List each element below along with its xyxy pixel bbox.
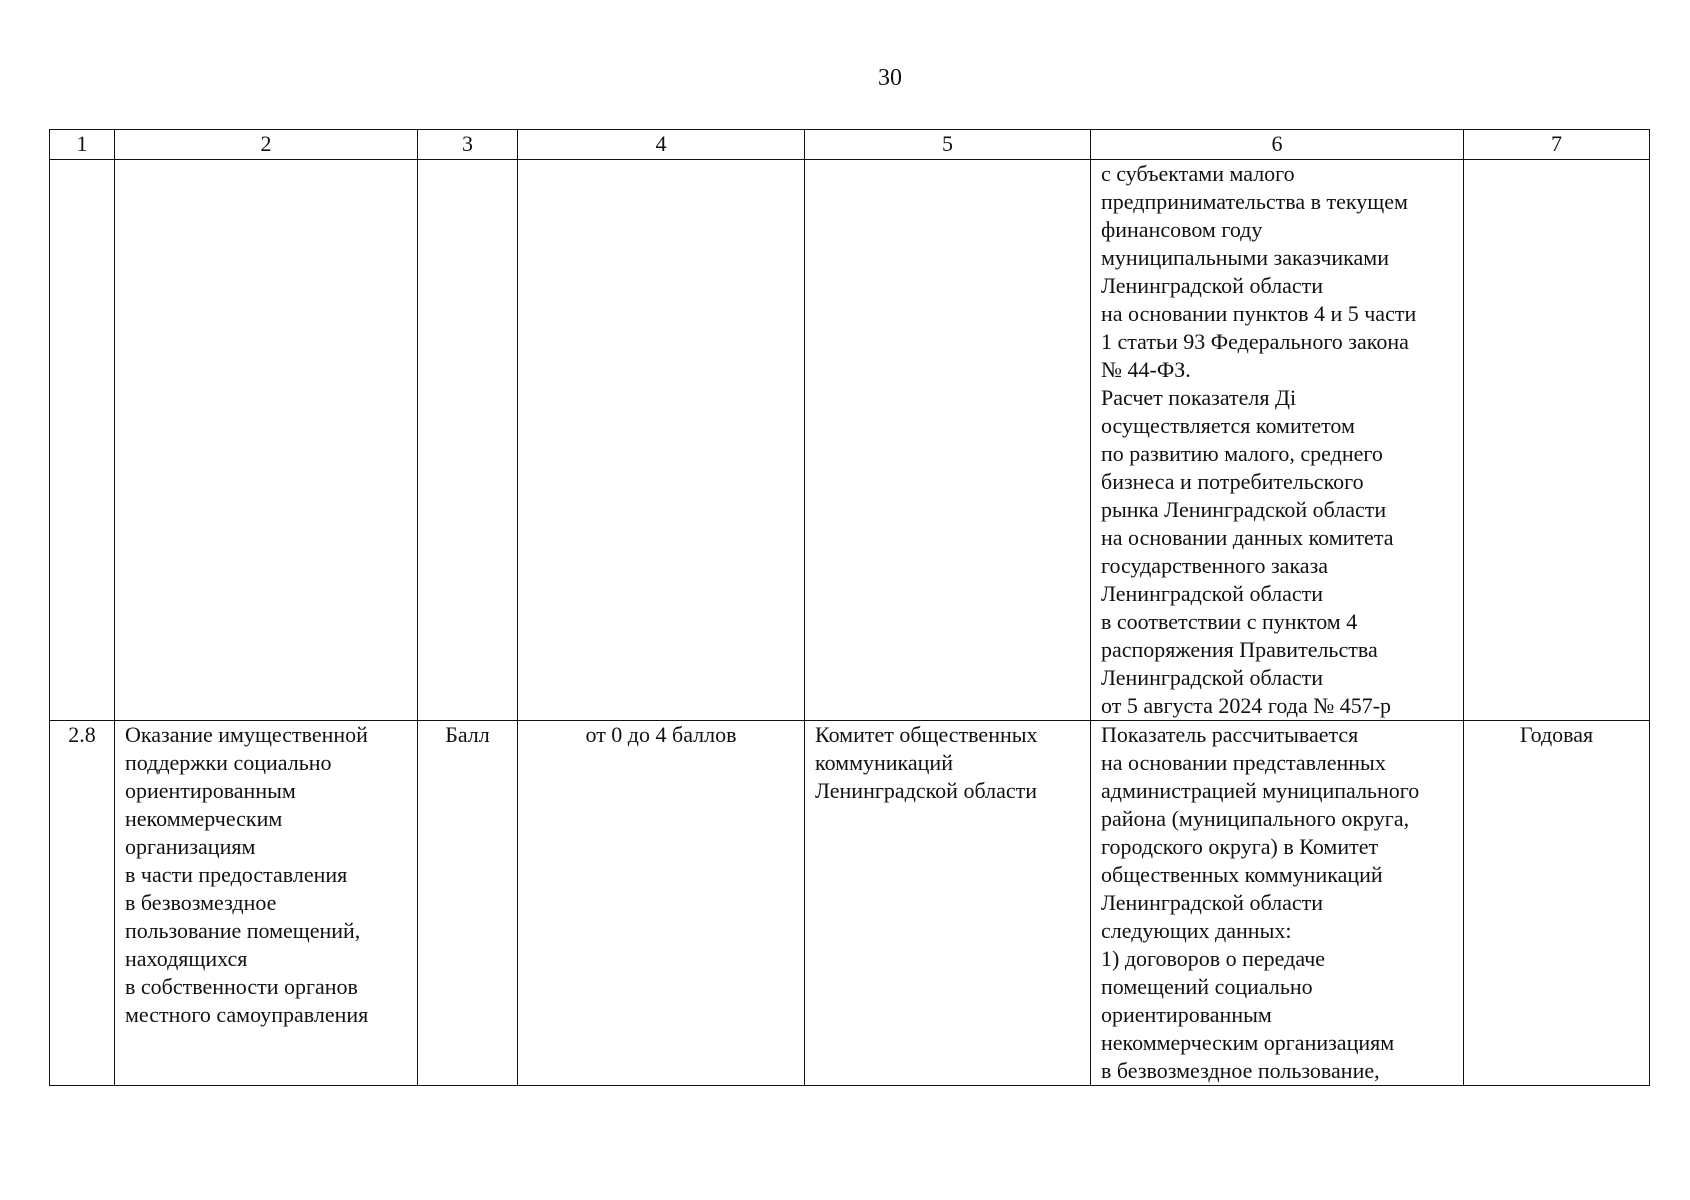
- cell-indicator-name: [115, 160, 418, 721]
- cell-range: от 0 до 4 баллов: [518, 721, 805, 1086]
- cell-indicator-name: Оказание имущественной поддержки социально ориентированным некоммерческим организациям в части предоставления в безвозмездное пользование помещений, находящихся в собственности органов местного самоуправления: [115, 721, 418, 1086]
- cell-unit: Балл: [418, 721, 518, 1086]
- cell-responsible-body: [805, 160, 1091, 721]
- cell-calculation-method: Показатель рассчитывается на основании представленных администрацией муниципального района (муниципального округа, городского округа) в Комитет общественных коммуникаций Ленинградской области следующих данных: 1) договоров о передаче помещений социально ориентированным некоммерческим организациям в безвозмездное пользование,: [1091, 721, 1464, 1086]
- page-number: 30: [878, 65, 902, 91]
- cell-number: 2.8: [50, 721, 115, 1086]
- column-header-6: 6: [1091, 130, 1464, 160]
- column-header-7: 7: [1464, 130, 1650, 160]
- column-header-4: 4: [518, 130, 805, 160]
- table-row-2-8: [50, 721, 1650, 1086]
- cell-periodicity: Годовая: [1464, 721, 1650, 1086]
- column-header-5: 5: [805, 130, 1091, 160]
- column-header-3: 3: [418, 130, 518, 160]
- cell-periodicity: [1464, 160, 1650, 721]
- column-number-header-row: [50, 130, 1650, 160]
- column-header-1: 1: [50, 130, 115, 160]
- cell-calculation-method: с субъектами малого предпринимательства в текущем финансовом году муниципальными заказчиками Ленинградской области на основании пунктов 4 и 5 части 1 статьи 93 Федерального закона № 44-ФЗ. Расчет показателя Дi осуществляется комитетом по развитию малого, среднего бизнеса и потребительского рынка Ленинградской области на основании данных комитета государственного заказа Ленинградской области в соответствии с пунктом 4 распоряжения Правительства Ленинградской области от 5 августа 2024 года № 457-р: [1091, 160, 1464, 721]
- indicators-table: [49, 129, 1650, 1086]
- cell-unit: [418, 160, 518, 721]
- cell-range: [518, 160, 805, 721]
- table-row-continuation: [50, 160, 1650, 721]
- column-header-2: 2: [115, 130, 418, 160]
- cell-number: [50, 160, 115, 721]
- cell-responsible-body: Комитет общественных коммуникаций Ленинградской области: [805, 721, 1091, 1086]
